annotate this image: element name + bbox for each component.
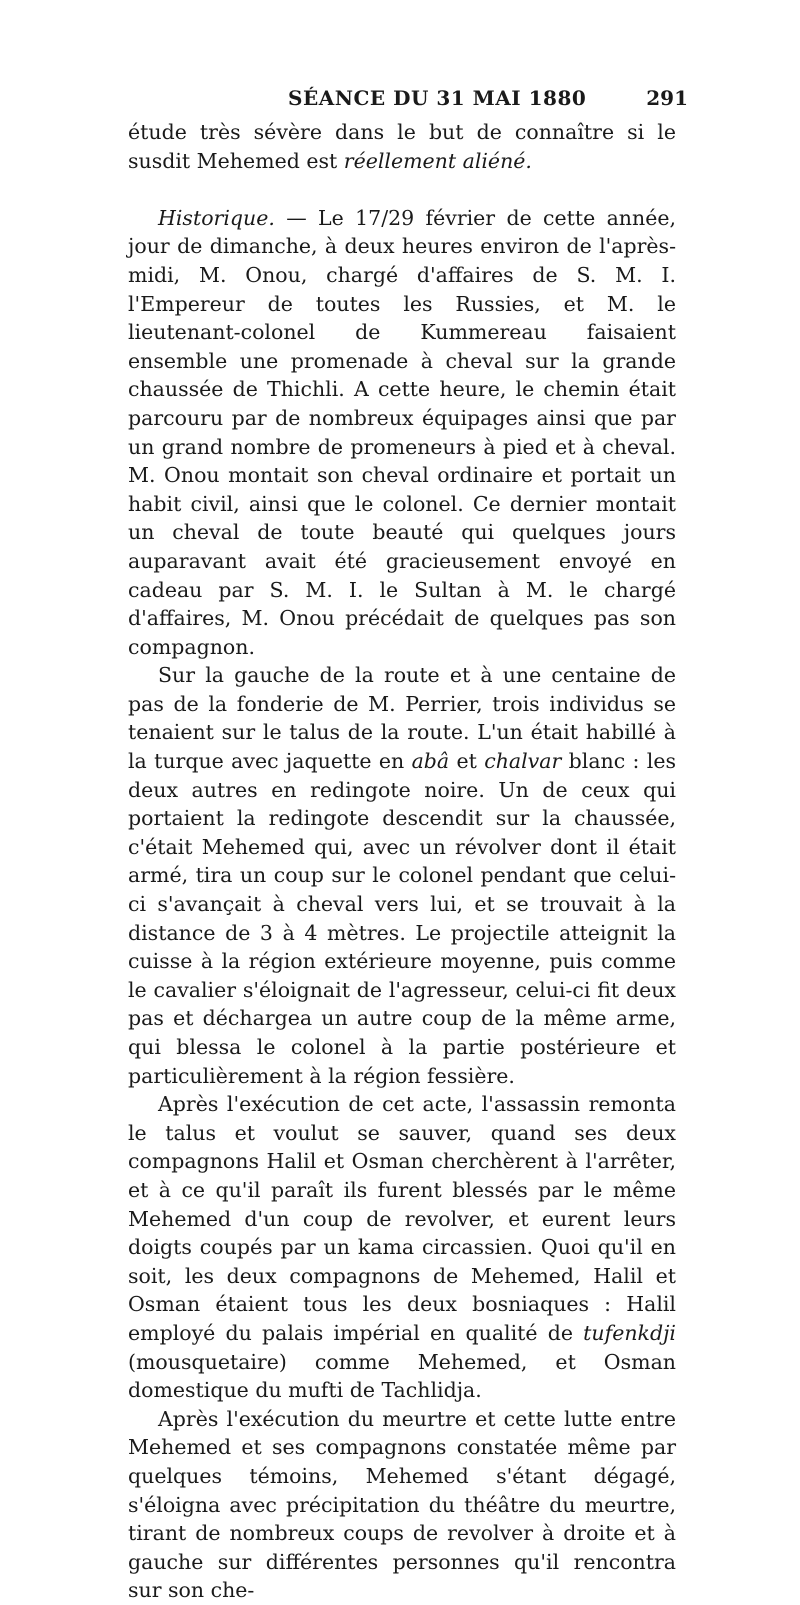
paragraph [128,661,676,1090]
paragraph-text: (mousquetaire) comme Mehemed, et Osman domestique du mufti de Tachlidja. [128,1349,676,1403]
paragraph-text: — Le 17/29 février de cette année, jour de dimanche, à deux heures environ de l'après-midi, M. Onou, chargé d'affaires de S. M. I. l'Empereur de toutes les Russies, et M. le lieutenant-colonel de Kummereau faisaient ensemble une promenade à cheval sur la grande chaussée de Thichli. A cette heure, le chemin était parcouru par de nombreux équipages ainsi que par un grand nombre de promeneurs à pied et à cheval. M. Onou montait son cheval ordinaire et portait un habit civil, ainsi que le colonel. Ce dernier montait un cheval de toute beauté qui quelques jours auparavant avait été gracieusement envoyé en cadeau par S. M. I. le Sultan à M. le chargé d'affaires, M. Onou précédait de quelques pas son compagnon. [128,205,676,659]
italic-text: réellement aliéné. [343,148,532,173]
paragraph [128,1405,676,1605]
section-heading: Historique. [158,205,275,230]
paragraph-spacer [128,175,676,204]
page-header [120,86,688,122]
paragraph-text: blanc : les deux autres en redingote noire. Un de ceux qui portaient la redingote descendit sur la chaussée, c'était Mehemed qui, avec un révolver dont il était armé, tira un coup sur le colonel pendant que celui-ci s'avançait à cheval vers lui, et se trouvait à la distance de 3 à 4 mètres. Le projectile atteignit la cuisse à la région extérieure moyenne, puis comme le cavalier s'éloignait de l'agresseur, celui-ci fit deux pas et déchargea un autre coup de la même arme, qui blessa le colonel à la partie postérieure et particulièrement à la région fessière. [128,749,677,1088]
italic-text: tufenkdji [583,1320,676,1345]
italic-text: abâ [411,749,450,774]
paragraph [128,204,676,662]
body-text [128,118,676,1605]
paragraph [128,118,676,175]
running-head: SÉANCE DU 31 MAI 1880 [288,86,587,110]
italic-text: chalvar [484,749,562,774]
paragraph-text: étude très sévère dans le but de connaître si le susdit Mehemed est [128,120,676,173]
paragraph-text: Sur la gauche de la route et à une centaine de pas de la fonderie de M. Perrier, trois individus se tenaient sur le talus de la route. L'un était habillé à la turque avec jaquette en [128,663,676,774]
page-number: 291 [646,86,688,110]
paragraph-text: Après l'exécution du meurtre et cette lutte entre Mehemed et ses compagnons constatée même par quelques témoins, Mehemed s'étant dégagé, s'éloigna avec précipitation du théâtre du meurtre, tirant de nombreux coups de revolver à droite et à gauche sur différentes personnes qu'il rencontra sur son che- [128,1406,676,1603]
paragraph [128,1090,676,1405]
paragraph-text: et [449,749,485,774]
paragraph-text: Après l'exécution de cet acte, l'assassin remonta le talus et voulut se sauver, quand ses deux compagnons Halil et Osman cherchèrent à l'arrêter, et à ce qu'il paraît ils furent blessés par le même Mehemed d'un coup de revolver, et eurent leurs doigts coupés par un kama circassien. Quoi qu'il en soit, les deux compagnons de Mehemed, Halil et Osman étaient tous les deux bosniaques : Halil employé du palais impérial en qualité de [128,1092,676,1345]
